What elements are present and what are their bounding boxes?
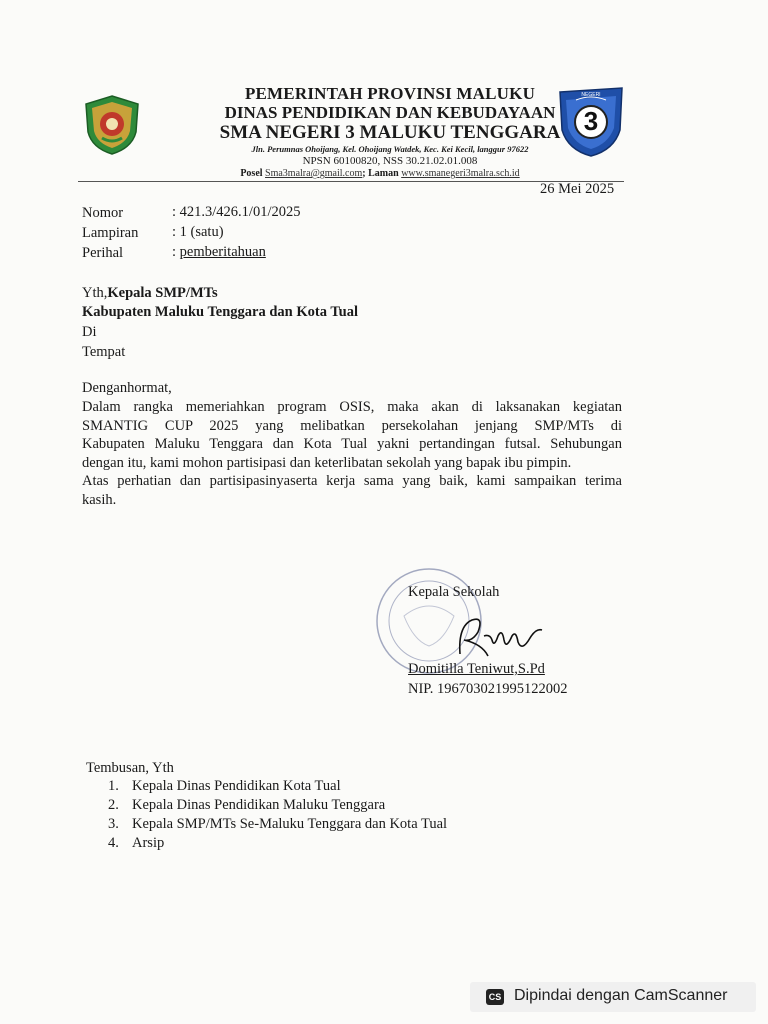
perihal-colon: : [172,244,180,260]
cc-list [108,778,508,858]
laman-link[interactable]: www.smanegeri3malra.sch.id [401,168,520,179]
recipient-line1 [82,285,218,302]
cc-item-num: 3. [108,816,119,832]
signatory-nip: NIP. 196703021995122002 [408,681,568,697]
body-line6: kasih. [82,491,117,508]
province-emblem-logo [82,94,142,156]
cc-item-text: Kepala SMP/MTs Se-Maluku Tenggara dan Kota Tual [132,816,448,832]
letterhead-line2: DINAS PENDIDIKAN DAN KEBUDAYAAN [224,103,556,122]
posel-link[interactable]: Sma3malra@gmail.com [265,168,363,179]
camscanner-banner [470,982,756,1012]
recipient-line4: Tempat [82,344,126,360]
cc-item-num: 1. [108,778,119,794]
signatory-name: Domitilla Teniwut,S.Pd [408,661,545,677]
body-line4: dengan itu, kami mohon partisipasi dan keterlibatan sekolah yang bapak ibu pimpin. [82,454,572,471]
letterhead-address: Jln. Perumnas Ohoijang, Kel. Ohoijang Watdek, Kec. Kei Kecil, langgur 97622 [251,144,529,154]
signatory-title: Kepala Sekolah [408,584,500,600]
lampiran-value: : 1 (satu) [172,224,224,240]
recipient-line3: Di [82,324,97,340]
school-emblem-number: 3 [583,106,599,136]
posel-label: Posel [240,168,263,179]
body-line5: Atas perhatian dan partisipasinyaserta kerja sama yang baik, kami sampaikan terima [82,473,622,489]
body-line1: Dalam rangka memeriahkan program OSIS, maka akan di laksanakan kegiatan [82,399,622,415]
camscanner-logo-icon: CS [486,989,504,1005]
cc-item-text: Kepala Dinas Pendidikan Kota Tual [132,778,341,794]
body-line2: SMANTIG CUP 2025 yang melibatkan persekolahan jenjang SMP/MTs di [82,417,622,434]
school-emblem-text: NEGERI [581,92,601,98]
recipient-line2: Kabupaten Maluku Tenggara dan Kota Tual [82,304,359,320]
cc-item-num: 2. [108,797,119,813]
letterhead [140,84,640,184]
body-paragraph [82,398,622,509]
recipient-title: Kepala SMP/MTs [107,285,218,301]
handwritten-signature [450,606,560,666]
laman-label: ; Laman [362,168,399,179]
recipient-yth: Yth, [82,285,108,301]
perihal-value: pemberitahuan [179,244,266,260]
cc-item-text: Arsip [132,835,165,851]
perihal-row [172,244,266,261]
body-line3: Kabupaten Maluku Tenggara dan Kota Tual yakni pertandingan futsal. Sehubungan [82,436,622,452]
letterhead-school-name: SMA NEGERI 3 MALUKU TENGGARA [219,122,561,143]
lampiran-label: Lampiran [82,225,139,241]
letterhead-contact [120,168,640,179]
nomor-value: : 421.3/426.1/01/2025 [172,204,301,220]
camscanner-text: Dipindai dengan CamScanner [514,987,728,1004]
cc-item-num: 4. [108,835,119,851]
letterhead-npsn: NPSN 60100820, NSS 30.21.02.01.008 [302,155,478,167]
greeting: Denganhormat, [82,380,172,396]
letter-date: 26 Mei 2025 [540,181,615,197]
cc-item-text: Kepala Dinas Pendidikan Maluku Tenggara [132,797,386,813]
nomor-label: Nomor [82,205,124,221]
cc-heading: Tembusan, Yth [86,760,174,776]
perihal-label: Perihal [82,245,124,261]
letterhead-line1: PEMERINTAH PROVINSI MALUKU [244,84,536,103]
